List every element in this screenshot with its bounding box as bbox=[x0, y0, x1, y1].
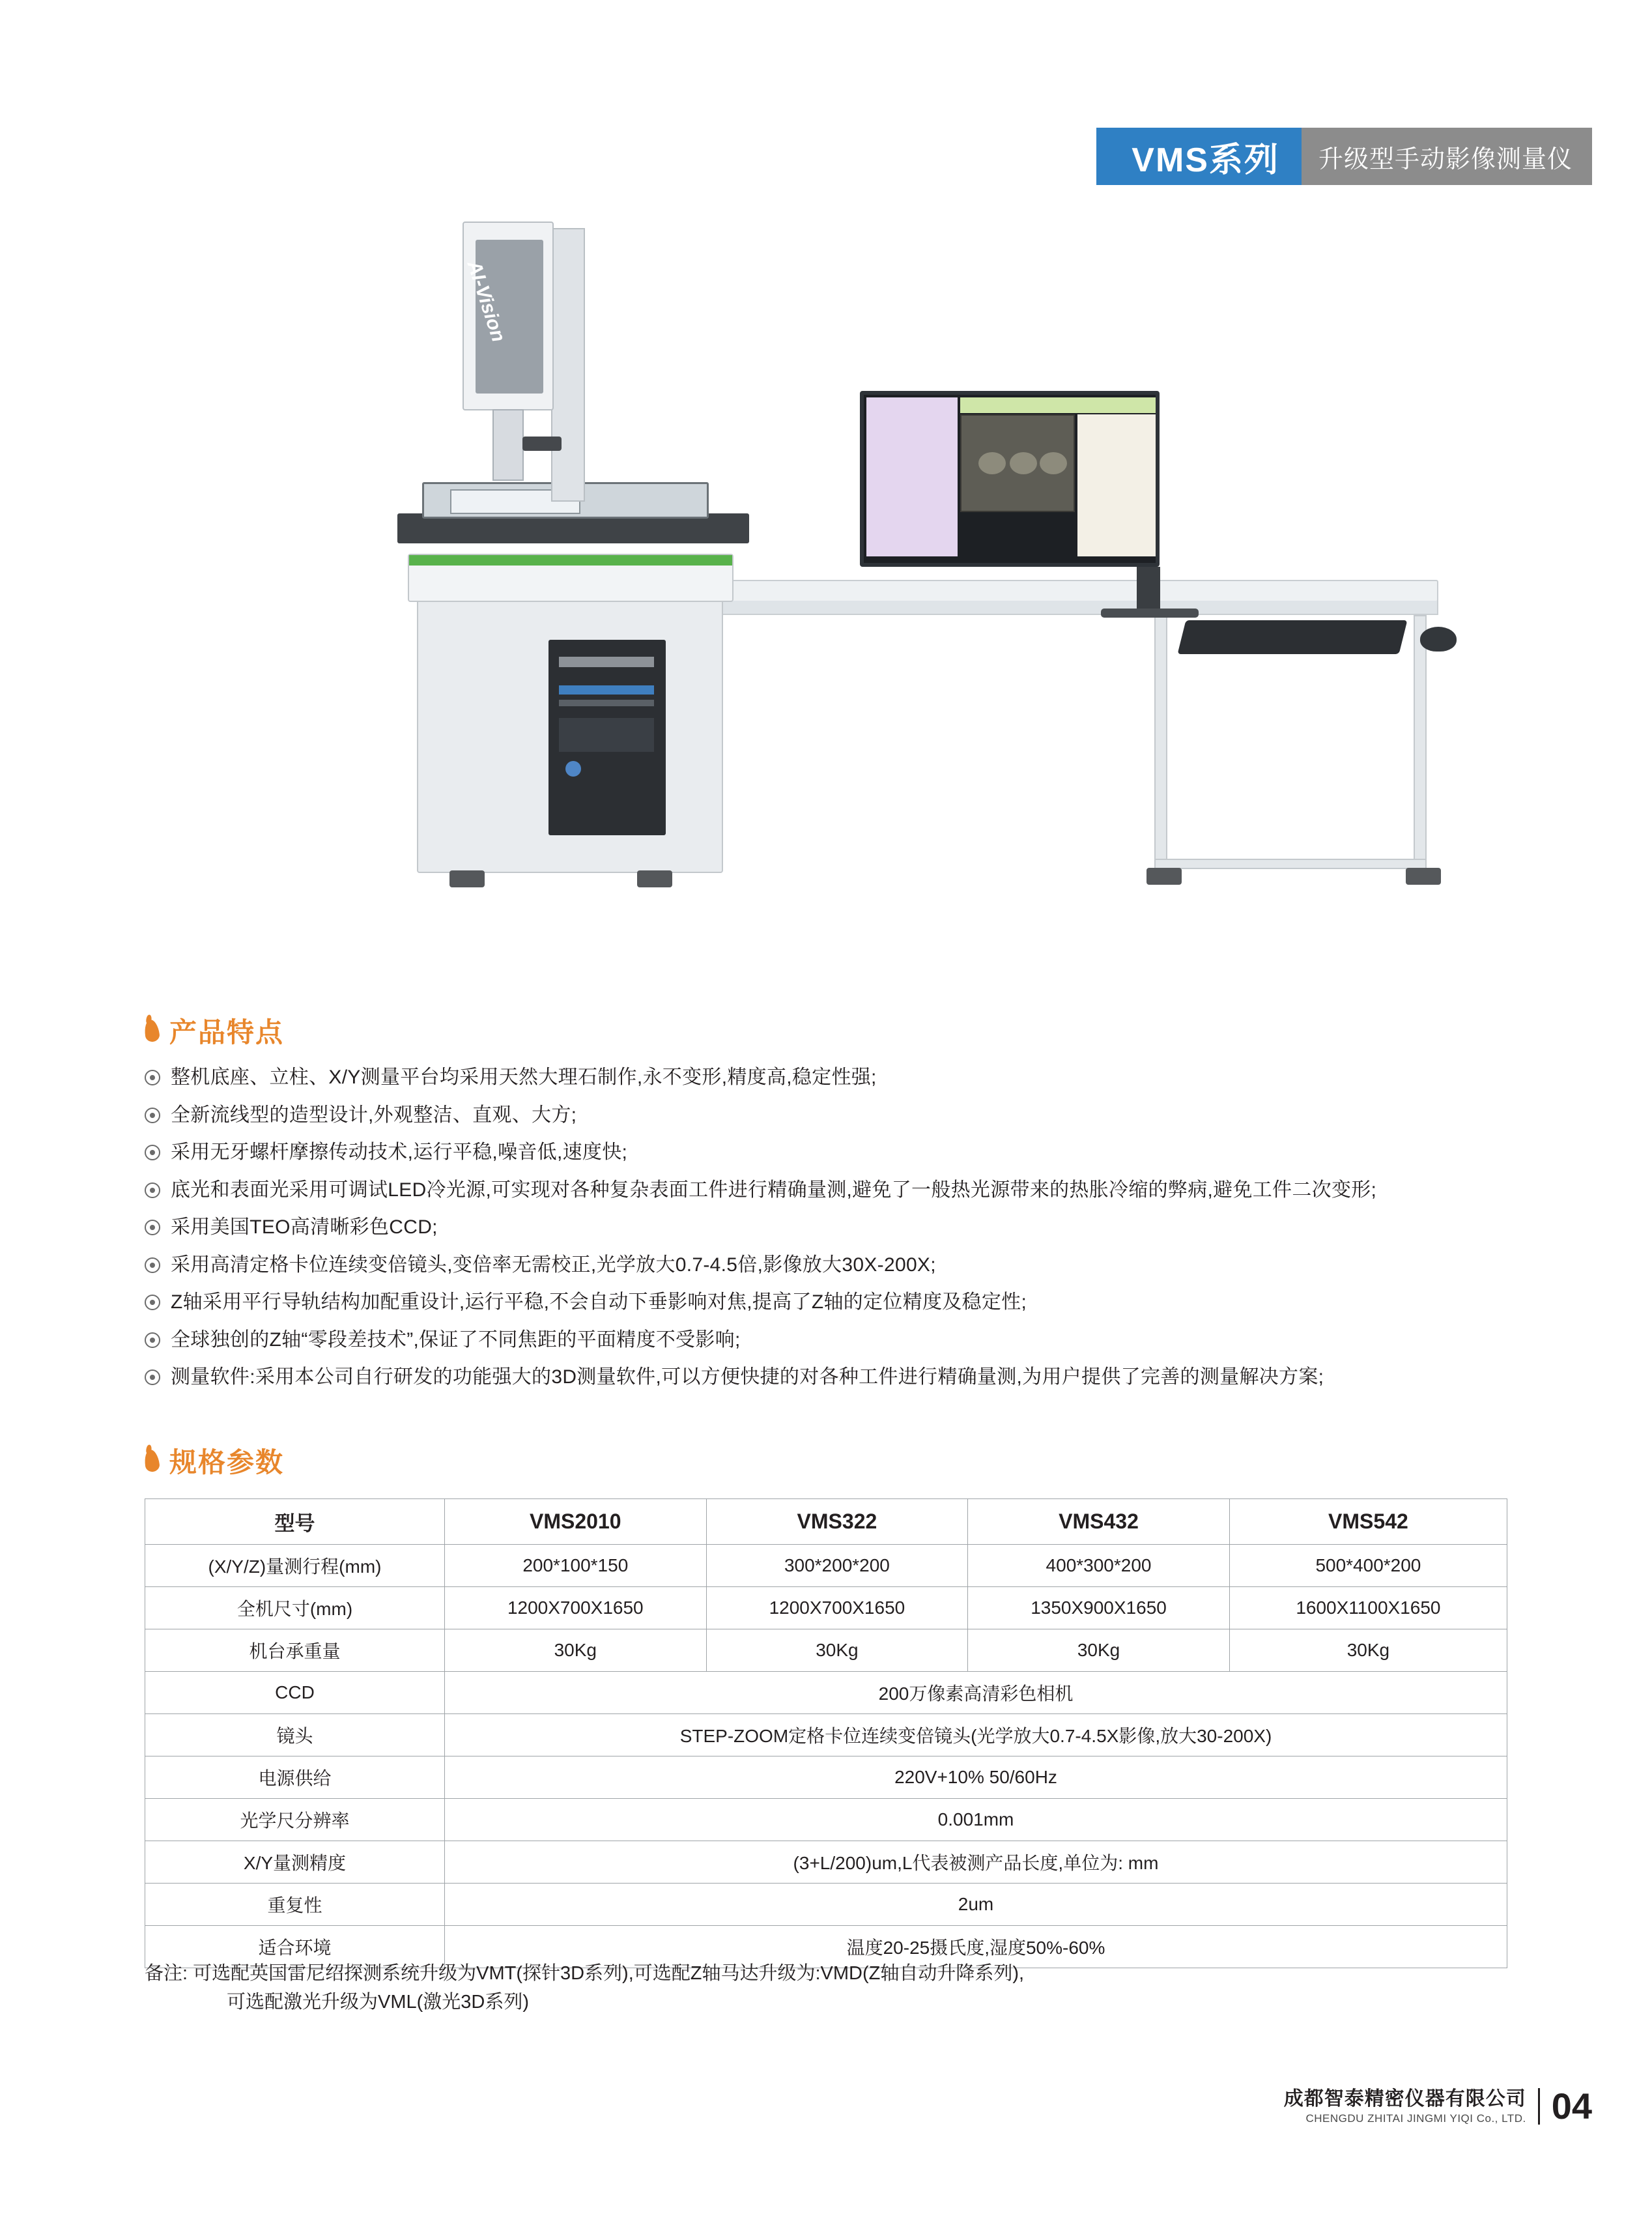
row-value: 1200X700X1650 bbox=[706, 1587, 968, 1629]
bullet-icon bbox=[145, 1182, 160, 1198]
row-label: 电源供给 bbox=[145, 1756, 445, 1799]
feature-text: 测量软件:采用本公司自行研发的功能强大的3D测量软件,可以方便快捷的对各种工件进行精确量测,为用户提供了完善的测量解决方案; bbox=[171, 1366, 1324, 1388]
machine-column bbox=[551, 228, 585, 502]
row-value: 温度20-25摄氏度,湿度50%-60% bbox=[445, 1926, 1507, 1968]
features-section-heading bbox=[145, 1011, 284, 1050]
machine-foot-right bbox=[637, 870, 672, 887]
bullet-icon bbox=[145, 1295, 160, 1310]
software-toolbar bbox=[960, 397, 1156, 413]
table-row bbox=[145, 1672, 1507, 1714]
footer-company-block bbox=[1284, 2087, 1526, 2125]
spec-table bbox=[145, 1498, 1507, 1968]
software-image-view bbox=[960, 414, 1075, 512]
feature-text: 全新流线型的造型设计,外观整洁、直观、大方; bbox=[171, 1104, 577, 1126]
row-value: 500*400*200 bbox=[1229, 1545, 1507, 1587]
list-item bbox=[145, 1102, 1565, 1129]
row-label: 机台承重量 bbox=[145, 1629, 445, 1672]
bullet-icon bbox=[145, 1070, 160, 1085]
machine-control-base bbox=[408, 554, 733, 602]
row-value: 400*300*200 bbox=[968, 1545, 1230, 1587]
footer-company-en: CHENGDU ZHITAI JINGMI YIQI Co., LTD. bbox=[1305, 2112, 1526, 2125]
table-row bbox=[145, 1545, 1507, 1587]
row-value: 2um bbox=[445, 1884, 1507, 1926]
column-header: 型号 bbox=[145, 1499, 445, 1545]
row-value: 30Kg bbox=[706, 1629, 968, 1672]
feature-text: 全球独创的Z轴“零段差技术”,保证了不同焦距的平面精度不受影响; bbox=[171, 1328, 741, 1351]
spec-title: 规格参数 bbox=[169, 1447, 285, 1478]
features-list bbox=[145, 1065, 1565, 1402]
list-item bbox=[145, 1214, 1565, 1241]
footer-company-cn: 成都智泰精密仪器有限公司 bbox=[1283, 2088, 1526, 2110]
computer-monitor bbox=[860, 391, 1160, 567]
bullet-icon bbox=[145, 1332, 160, 1348]
focus-knob bbox=[522, 437, 562, 451]
feature-text: 底光和表面光采用可调试LED冷光源,可实现对各种复杂表面工件进行精确量测,避免了一般热光源带来的热胀冷缩的弊病,避免工件二次变形; bbox=[171, 1179, 1377, 1201]
list-item bbox=[145, 1364, 1565, 1391]
footer-divider bbox=[1538, 2088, 1540, 2125]
table-row bbox=[145, 1756, 1507, 1799]
list-item bbox=[145, 1327, 1565, 1354]
row-label: (X/Y/Z)量测行程(mm) bbox=[145, 1545, 445, 1587]
desktop-pc-tower bbox=[548, 640, 666, 835]
table-row bbox=[145, 1841, 1507, 1884]
row-value: (3+L/200)um,L代表被测产品长度,单位为: mm bbox=[445, 1841, 1507, 1884]
desk-leg-right bbox=[1414, 615, 1427, 869]
row-value: 300*200*200 bbox=[706, 1545, 968, 1587]
optical-head-housing bbox=[463, 222, 554, 410]
row-label: 全机尺寸(mm) bbox=[145, 1587, 445, 1629]
desk-foot-right bbox=[1406, 868, 1441, 885]
row-value: 220V+10% 50/60Hz bbox=[445, 1756, 1507, 1799]
list-item bbox=[145, 1065, 1565, 1091]
table-header-row bbox=[145, 1499, 1507, 1545]
banner-subtitle-label: 升级型手动影像测量仪 bbox=[1302, 128, 1592, 185]
row-value: 200万像素高清彩色相机 bbox=[445, 1672, 1507, 1714]
list-item bbox=[145, 1252, 1565, 1279]
flame-icon bbox=[143, 1449, 161, 1473]
table-row bbox=[145, 1714, 1507, 1756]
machine-brand-label: AI-Vision bbox=[463, 258, 509, 345]
bullet-icon bbox=[145, 1220, 160, 1235]
list-item bbox=[145, 1140, 1565, 1166]
software-panel-left bbox=[866, 397, 958, 556]
product-photo bbox=[365, 202, 1212, 964]
bullet-icon bbox=[145, 1108, 160, 1123]
list-item bbox=[145, 1177, 1565, 1204]
row-label: 重复性 bbox=[145, 1884, 445, 1926]
bullet-icon bbox=[145, 1257, 160, 1273]
bullet-icon bbox=[145, 1145, 160, 1160]
row-label: CCD bbox=[145, 1672, 445, 1714]
feature-text: 采用无牙螺杆摩擦传动技术,运行平稳,噪音低,速度快; bbox=[171, 1141, 628, 1163]
row-value: 1350X900X1650 bbox=[968, 1587, 1230, 1629]
table-row bbox=[145, 1884, 1507, 1926]
feature-text: Z轴采用平行导轨结构加配重设计,运行平稳,不会自动下垂影响对焦,提高了Z轴的定位精度及稳定性; bbox=[171, 1291, 1027, 1313]
row-value: 1200X700X1650 bbox=[445, 1587, 707, 1629]
row-value: 30Kg bbox=[968, 1629, 1230, 1672]
feature-text: 采用美国TEO高清晰彩色CCD; bbox=[171, 1216, 438, 1238]
monitor-stand-base bbox=[1101, 609, 1199, 618]
banner-series-label: VMS系列 bbox=[1096, 128, 1302, 185]
desk-top-edge bbox=[631, 601, 1438, 615]
spec-note bbox=[145, 1960, 1024, 2016]
page-number: 04 bbox=[1551, 2086, 1592, 2127]
table-row bbox=[145, 1799, 1507, 1841]
page-footer bbox=[1284, 2085, 1592, 2127]
features-title: 产品特点 bbox=[169, 1017, 285, 1048]
note-line-2: 可选配激光升级为VML(激光3D系列) bbox=[227, 1991, 530, 2013]
row-label: 光学尺分辨率 bbox=[145, 1799, 445, 1841]
table-row bbox=[145, 1629, 1507, 1672]
row-value: 0.001mm bbox=[445, 1799, 1507, 1841]
monitor-stand-neck bbox=[1137, 567, 1160, 612]
row-value: 30Kg bbox=[1229, 1629, 1507, 1672]
zoom-lens-barrel bbox=[492, 409, 524, 481]
machine-cabinet bbox=[417, 599, 723, 873]
desk-cross-bar bbox=[1154, 859, 1427, 869]
software-panel-right bbox=[1077, 414, 1156, 556]
note-line-1: 备注: 可选配英国雷尼绍探测系统升级为VMT(探针3D系列),可选配Z轴马达升级为:VMD(Z轴自动升降系列), bbox=[145, 1963, 1025, 1984]
feature-text: 采用高清定格卡位连续变倍镜头,变倍率无需校正,光学放大0.7-4.5倍,影像放大30X-200X; bbox=[171, 1254, 936, 1276]
column-header: VMS542 bbox=[1229, 1499, 1507, 1545]
row-value: 200*100*150 bbox=[445, 1545, 707, 1587]
desk-leg-left bbox=[1154, 615, 1167, 869]
feature-text: 整机底座、立柱、X/Y测量平台均采用天然大理石制作,永不变形,精度高,稳定性强; bbox=[171, 1067, 877, 1088]
row-value: STEP-ZOOM定格卡位连续变倍镜头(光学放大0.7-4.5X影像,放大30-200X) bbox=[445, 1714, 1507, 1756]
row-label: 适合环境 bbox=[145, 1926, 445, 1968]
mouse bbox=[1420, 627, 1457, 652]
flame-icon bbox=[143, 1019, 161, 1043]
table-row bbox=[145, 1587, 1507, 1629]
row-label: 镜头 bbox=[145, 1714, 445, 1756]
machine-foot-left bbox=[449, 870, 485, 887]
bullet-icon bbox=[145, 1369, 160, 1385]
column-header: VMS432 bbox=[968, 1499, 1230, 1545]
desk-top-surface bbox=[631, 580, 1438, 602]
list-item bbox=[145, 1289, 1565, 1316]
row-label: X/Y量测精度 bbox=[145, 1841, 445, 1884]
column-header: VMS2010 bbox=[445, 1499, 707, 1545]
desk-foot-left bbox=[1146, 868, 1182, 885]
column-header: VMS322 bbox=[706, 1499, 968, 1545]
keyboard bbox=[1178, 620, 1408, 654]
row-value: 30Kg bbox=[445, 1629, 707, 1672]
page-header-banner bbox=[1096, 128, 1592, 185]
spec-section-heading bbox=[145, 1441, 284, 1480]
row-value: 1600X1100X1650 bbox=[1229, 1587, 1507, 1629]
